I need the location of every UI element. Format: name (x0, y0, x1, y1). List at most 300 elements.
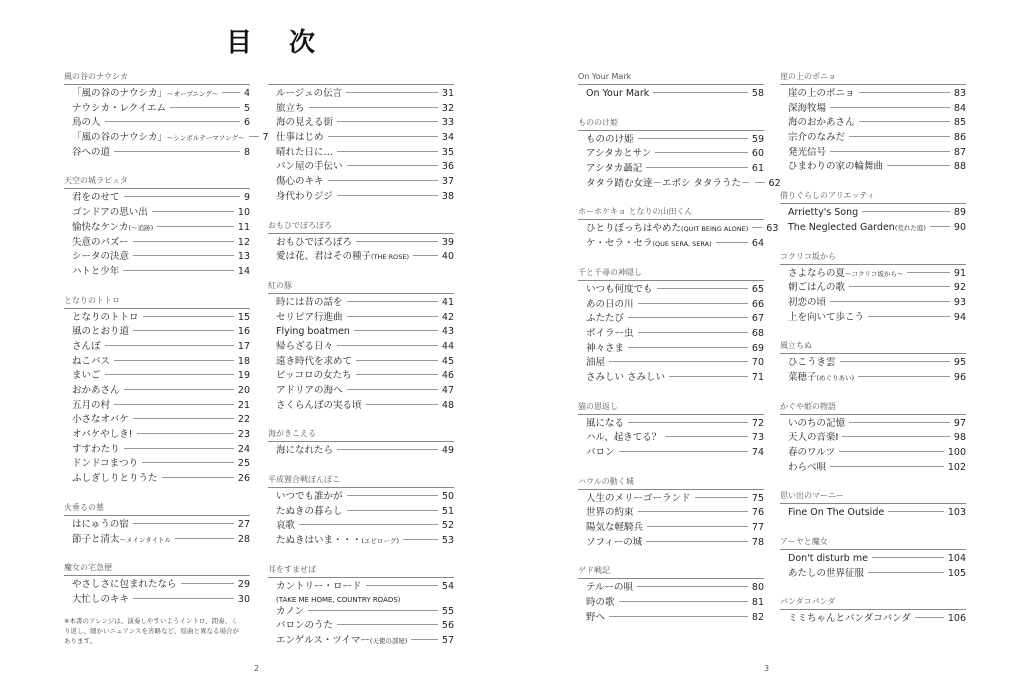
toc-entry[interactable] (268, 146, 454, 161)
entry-title: Arrietty's Song (788, 207, 859, 219)
section-title: 風の谷のナウシカ (64, 70, 250, 85)
page-ref: 24 (237, 443, 250, 455)
toc-section (780, 70, 966, 175)
section-gap (780, 521, 966, 535)
page-ref: 12 (237, 236, 250, 248)
leader-line (638, 303, 748, 304)
page-ref: 84 (953, 102, 966, 114)
leader-line (143, 316, 234, 317)
leader-line (366, 585, 438, 586)
toc-entry[interactable] (578, 492, 764, 507)
leader-line (133, 523, 234, 524)
toc-entry[interactable] (64, 355, 250, 370)
page-ref: 38 (441, 190, 454, 202)
entry-title: タタラ踏む女達－エボシ タタラうた－ (586, 177, 751, 189)
entry-subtitle: (荒れた庭) (894, 223, 926, 232)
leader-line (887, 165, 950, 166)
toc-entry[interactable] (578, 417, 764, 432)
leader-line (337, 345, 438, 346)
toc-entry[interactable] (268, 325, 454, 340)
entry-title: 「風の谷のナウシカ」 (72, 88, 168, 99)
entry-title: 晴れた日に… (276, 146, 334, 158)
page-ref: 69 (751, 342, 764, 354)
page-ref: 48 (441, 399, 454, 411)
entry-title: 初恋の頃 (788, 296, 827, 308)
leader-line (646, 167, 748, 168)
toc-entry[interactable] (268, 160, 454, 175)
entry-title: エンゲルス・ツイマー (276, 634, 370, 646)
toc-entry[interactable] (578, 327, 764, 342)
section-title: 平成狸合戦ぽんぽこ (268, 473, 454, 488)
toc-entry[interactable] (268, 250, 454, 265)
toc-entry[interactable] (578, 222, 779, 237)
entry-title: アシタカとサン (586, 148, 652, 160)
page-ref: 23 (237, 429, 250, 441)
entry-title: セリピア行進曲 (276, 311, 343, 323)
entry-title: The Neglected Garden (788, 221, 895, 233)
entry-subtitle: (エピローグ) (361, 537, 400, 546)
leader-line (105, 121, 240, 122)
leader-line (868, 572, 944, 573)
entry-subtitle: ～シンボルテーマソング～ (167, 134, 245, 143)
leader-line (114, 360, 234, 361)
entry-title: あたしの世界征服 (788, 567, 865, 579)
toc-entry[interactable] (64, 578, 250, 593)
section-title: パンダコパンダ (780, 595, 966, 610)
page-ref: 96 (953, 371, 966, 383)
entry-title: 身代わりジジ (276, 190, 333, 202)
entry-title: Don't disturb me (788, 553, 868, 565)
toc-entry[interactable] (578, 177, 781, 192)
toc-entry[interactable] (268, 369, 454, 384)
page-ref: 30 (237, 593, 250, 605)
toc-section (780, 339, 966, 385)
toc-entry[interactable] (578, 312, 764, 327)
leader-line (123, 270, 234, 271)
toc-entry[interactable] (780, 206, 966, 221)
leader-line (356, 360, 438, 361)
toc-entry[interactable] (780, 446, 966, 461)
toc-entry[interactable] (268, 505, 454, 520)
toc-entry[interactable] (268, 619, 454, 634)
section-gap (64, 280, 250, 294)
section-gap (780, 236, 966, 250)
toc-entry[interactable] (64, 116, 250, 131)
entry-title: さくらんぼの実る頃 (276, 399, 362, 411)
toc-entry[interactable] (780, 221, 966, 236)
page-ref: 65 (751, 283, 764, 295)
toc-section (268, 219, 454, 265)
leader-line (222, 92, 240, 93)
toc-entry[interactable] (578, 521, 764, 536)
section-title: もののけ姫 (578, 116, 764, 131)
toc-entry[interactable] (268, 131, 454, 146)
toc-entry[interactable] (64, 131, 269, 146)
leader-line (366, 404, 438, 405)
toc-entry[interactable] (578, 446, 764, 461)
leader-line (175, 538, 234, 539)
leader-line (157, 226, 234, 227)
page-ref: 17 (237, 340, 250, 352)
entry-title: 陽気な軽騎兵 (586, 522, 644, 534)
toc-entry[interactable] (578, 611, 764, 626)
entry-title: パン屋の手伝い (276, 161, 343, 173)
entry-title: 傷心のキキ (276, 176, 324, 188)
leader-line (859, 121, 950, 122)
entry-title: 天人の音楽Ⅰ (788, 432, 839, 444)
leader-line (839, 451, 944, 452)
entry-subtitle: (QUE SERA, SERA) (652, 240, 712, 249)
entry-title: 節子と清太 (72, 533, 120, 545)
toc-entry[interactable] (780, 417, 966, 432)
toc-entry[interactable] (780, 131, 966, 146)
entry-subtitle: (天使の部屋) (369, 636, 408, 645)
toc-entry[interactable] (780, 552, 966, 567)
toc-entry[interactable] (268, 605, 454, 620)
toc-entry[interactable] (268, 175, 454, 190)
leader-line (105, 345, 234, 346)
toc-entry[interactable] (268, 580, 454, 595)
toc-entry[interactable] (578, 298, 764, 313)
page-ref: 67 (751, 313, 764, 325)
page-ref: 70 (751, 357, 764, 369)
toc-entry[interactable] (64, 236, 250, 251)
leader-line (346, 92, 438, 93)
leader-line (830, 107, 950, 108)
toc-entry[interactable] (268, 190, 454, 205)
toc-entry[interactable] (268, 519, 454, 534)
section-gap (578, 386, 764, 400)
page-number-left: 2 (254, 664, 260, 673)
toc-entry[interactable] (578, 342, 764, 357)
leader-line (628, 347, 748, 348)
page-ref: 28 (237, 533, 250, 545)
section-title: 海がきこえる (268, 427, 454, 442)
toc-section (64, 501, 250, 547)
section-gap (578, 252, 764, 266)
toc-entry[interactable] (268, 634, 454, 649)
page-ref: 13 (237, 251, 250, 263)
entry-title: さんぽ (72, 340, 101, 352)
toc-entry[interactable] (64, 191, 250, 206)
section-title: 天空の城ラピュタ (64, 174, 250, 189)
entry-title: カントリー・ロード (276, 580, 362, 592)
entry-title: アシタカ聶記 (586, 163, 643, 175)
toc-entry[interactable] (780, 506, 966, 521)
toc-entry[interactable] (64, 369, 250, 384)
entry-title: 上を向いて歩こう (788, 311, 865, 323)
toc-entry[interactable] (780, 612, 966, 627)
entry-title: 旅立ち (276, 102, 305, 114)
leader-line (655, 152, 748, 153)
entry-title: 深海牧場 (788, 102, 827, 114)
entry-title: On Your Mark (586, 88, 650, 99)
toc-section (64, 70, 269, 160)
page-ref: 37 (441, 176, 454, 188)
toc-entry[interactable] (64, 472, 250, 487)
page-ref: 86 (953, 132, 966, 144)
toc-entry[interactable] (268, 534, 454, 549)
page-ref: 27 (237, 518, 250, 530)
entry-title: 大忙しのキキ (72, 593, 130, 605)
toc-section (578, 475, 764, 551)
toc-section (578, 400, 764, 461)
page-title: 目 次 (226, 28, 330, 58)
entry-title: あの日の川 (586, 298, 634, 310)
entry-subtitle: ～メインタイトル (119, 535, 171, 544)
toc-entry[interactable] (780, 461, 966, 476)
entry-title: 神々さま (586, 342, 625, 354)
page-ref: 103 (947, 507, 966, 519)
page-ref: 31 (441, 88, 454, 99)
leader-line (619, 451, 748, 452)
section-gap (64, 487, 250, 501)
section-gap (578, 550, 764, 564)
entry-title: 海の見える街 (276, 117, 334, 129)
section-title: ハウルの動く城 (578, 475, 764, 490)
toc-entry[interactable] (578, 596, 764, 611)
toc-section (578, 205, 779, 251)
leader-line (170, 107, 240, 108)
toc-entry[interactable] (64, 384, 250, 399)
leader-line (637, 586, 748, 587)
page-ref: 64 (751, 238, 764, 250)
entry-title: まいご (72, 370, 101, 382)
toc-entry[interactable] (578, 147, 764, 162)
leader-line (862, 211, 950, 212)
page-ref: 62 (768, 177, 781, 189)
page-ref: 105 (947, 567, 966, 579)
section-title: コクリコ坂から (780, 250, 966, 265)
leader-line (646, 541, 748, 542)
toc-entry[interactable] (268, 236, 454, 251)
leader-line (347, 301, 438, 302)
toc-entry[interactable] (64, 265, 250, 280)
leader-line (114, 404, 234, 405)
page-ref: 16 (237, 326, 250, 338)
entry-title: 油屋 (586, 357, 606, 369)
entry-subtitle: (QUIT BEING ALONE) (681, 225, 749, 234)
entry-title: 発光信号 (788, 146, 827, 158)
entry-title: いつも何度でも (586, 283, 653, 295)
entry-title: 君をのせて (72, 192, 120, 204)
page-ref: 15 (237, 311, 250, 323)
entry-title: カノン (276, 605, 305, 617)
leader-line (755, 182, 765, 183)
page-ref: 4 (243, 88, 250, 99)
toc-section (780, 400, 966, 476)
toc-section (268, 563, 454, 649)
section-gap (268, 265, 454, 279)
entry-title: 時の歌 (586, 597, 615, 609)
toc-entry[interactable] (578, 283, 764, 298)
page-ref: 11 (237, 221, 250, 233)
page-ref: 80 (751, 582, 764, 594)
toc-entry[interactable] (268, 87, 454, 102)
page-ref: 81 (751, 597, 764, 609)
toc-entry[interactable] (64, 457, 250, 472)
leader-line (328, 180, 438, 181)
leader-line (669, 376, 748, 377)
section-title: On Your Mark (578, 70, 764, 85)
entry-title: 風のとおり道 (72, 326, 130, 338)
toc-entry[interactable] (268, 116, 454, 131)
entry-title: さよならの夏 (788, 267, 846, 279)
page-ref: 93 (953, 296, 966, 308)
toc-entry[interactable] (268, 102, 454, 117)
toc-entry[interactable] (64, 325, 250, 340)
entry-title: 野へ (586, 611, 606, 623)
toc-entry[interactable] (64, 413, 250, 428)
section-gap (268, 459, 454, 473)
toc-entry[interactable] (780, 567, 966, 582)
section-title: 風立ちぬ (780, 339, 966, 354)
leader-line (347, 389, 438, 390)
entry-title: ボイラー虫 (586, 327, 634, 339)
toc-entry[interactable] (64, 443, 250, 458)
page-ref: 106 (947, 613, 966, 625)
leader-line (888, 511, 944, 512)
page-ref: 57 (441, 634, 454, 646)
leader-line (858, 376, 950, 377)
toc-entry[interactable] (64, 428, 250, 443)
page-ref: 78 (751, 536, 764, 548)
entry-title: 五月の村 (72, 399, 111, 411)
entry-title: ひとりぼっちはやめた (586, 223, 682, 235)
section-gap (578, 191, 764, 205)
toc-entry[interactable] (64, 221, 250, 236)
leader-line (249, 136, 259, 137)
toc-entry[interactable] (268, 311, 454, 326)
toc-entry[interactable] (64, 146, 250, 161)
leader-line (849, 286, 950, 287)
toc-column-2 (268, 70, 454, 649)
toc-entry[interactable] (780, 87, 966, 102)
toc-entry[interactable] (64, 340, 250, 355)
section-title (268, 70, 454, 85)
toc-entry[interactable] (780, 371, 966, 386)
toc-entry[interactable] (780, 356, 966, 371)
toc-entry[interactable] (578, 431, 764, 446)
entry-title: ソフィーの城 (586, 536, 643, 548)
section-gap (578, 102, 764, 116)
page-ref: 26 (237, 473, 250, 485)
toc-entry[interactable] (780, 311, 966, 326)
toc-entry[interactable] (578, 371, 764, 386)
toc-entry[interactable] (268, 490, 454, 505)
page-ref: 100 (947, 447, 966, 458)
section-title: 思い出のマーニー (780, 489, 966, 504)
toc-entry[interactable] (578, 581, 764, 596)
toc-entry[interactable] (64, 518, 250, 533)
toc-entry[interactable] (268, 444, 454, 459)
section-gap (64, 547, 250, 561)
toc-entry[interactable] (64, 102, 250, 117)
toc-entry[interactable] (64, 311, 250, 326)
page-ref: 19 (237, 370, 250, 382)
page-ref: 75 (751, 492, 764, 504)
toc-entry[interactable] (268, 399, 454, 414)
leader-line (347, 316, 438, 317)
toc-entry[interactable] (578, 133, 764, 148)
entry-title: ひこうき雲 (788, 357, 836, 369)
entry-title: わらべ唄 (788, 461, 827, 473)
toc-entry[interactable] (780, 281, 966, 296)
page-ref: 61 (751, 163, 764, 175)
entry-title: ナウシカ・レクイエム (72, 102, 166, 114)
toc-entry[interactable] (780, 160, 966, 175)
toc-section (578, 266, 764, 386)
entry-title: はにゅうの宿 (72, 518, 129, 530)
section-title: 魔女の宅急便 (64, 561, 250, 576)
toc-entry[interactable] (64, 250, 250, 265)
toc-column-4 (780, 70, 966, 627)
toc-entry[interactable] (780, 431, 966, 446)
leader-line (647, 526, 748, 527)
leader-line (716, 242, 748, 243)
page-ref: 73 (751, 432, 764, 444)
section-gap (780, 581, 966, 595)
toc-entry[interactable] (578, 87, 764, 102)
toc-entry[interactable] (268, 340, 454, 355)
leader-line (752, 227, 762, 228)
entry-title: 海のおかあさん (788, 117, 855, 129)
toc-section (268, 279, 454, 414)
toc-section (268, 70, 454, 205)
toc-entry[interactable] (578, 536, 764, 551)
page-ref: 54 (441, 580, 454, 592)
toc-entry[interactable] (64, 399, 250, 414)
section-title: 耳をすませば (268, 563, 454, 578)
leader-line (638, 511, 748, 512)
toc-entry[interactable] (268, 384, 454, 399)
leader-line (653, 92, 748, 93)
toc-entry[interactable] (780, 296, 966, 311)
toc-entry[interactable] (64, 206, 250, 221)
toc-entry[interactable] (64, 87, 250, 102)
toc-entry[interactable] (578, 237, 764, 252)
entry-title: 仕事はじめ (276, 132, 324, 144)
page-ref: 95 (953, 357, 966, 369)
leader-line (413, 255, 438, 256)
entry-subtitle: (めぐりあい) (816, 373, 855, 382)
toc-entry[interactable] (780, 102, 966, 117)
toc-entry[interactable] (64, 533, 250, 548)
entry-subtitle: (THE ROSE) (371, 253, 409, 262)
entry-title: 朝ごはんの歌 (788, 282, 846, 294)
toc-entry[interactable] (578, 162, 764, 177)
toc-entry[interactable] (64, 593, 250, 608)
toc-section (780, 489, 966, 521)
toc-entry[interactable] (780, 146, 966, 161)
entry-title: さみしい さみしい (586, 371, 666, 383)
toc-entry[interactable] (268, 296, 454, 311)
toc-entry[interactable] (780, 267, 966, 282)
leader-line (308, 610, 438, 611)
toc-entry[interactable] (268, 355, 454, 370)
entry-title: バロンのうた (276, 620, 334, 632)
entry-title: 鳥の人 (72, 117, 101, 129)
page-ref: 50 (441, 491, 454, 503)
toc-entry[interactable] (780, 116, 966, 131)
section-gap (64, 160, 250, 174)
toc-entry[interactable] (578, 506, 764, 521)
entry-subtitle: ～オープニング～ (167, 90, 219, 98)
entry-title: 風になる (586, 417, 625, 429)
entry-title: 哀歌 (276, 520, 296, 532)
page-ref: 7 (262, 132, 269, 144)
toc-entry[interactable] (578, 356, 764, 371)
